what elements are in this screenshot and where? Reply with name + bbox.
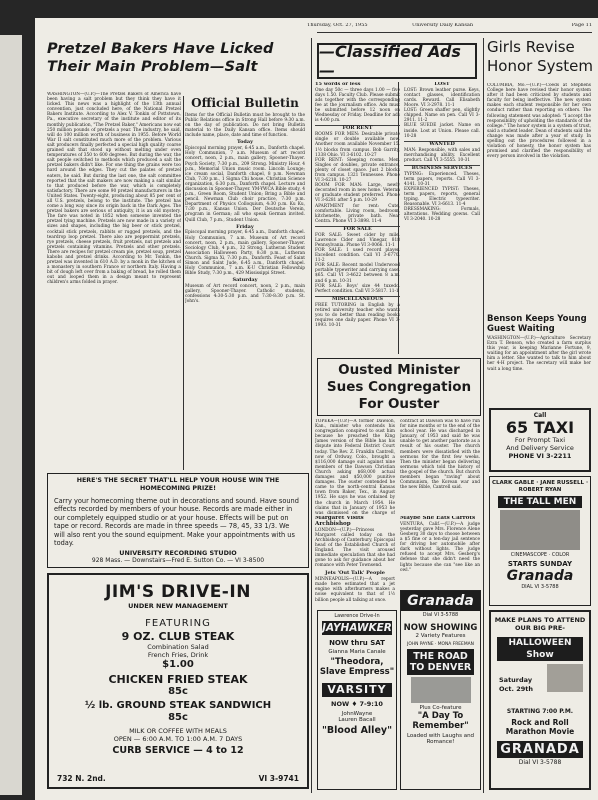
jims-drive-in-ad: [47, 573, 309, 789]
drivein-item-chicken-fried-steak: CHICKEN FRIED STEAK: [108, 673, 248, 686]
classified-rates-heading: 15 words or less: [315, 82, 361, 87]
column-rule-3: [183, 96, 184, 470]
drivein-item-club-steak-detail-1: Combination Salad: [147, 643, 209, 651]
lost-body: LOST: Brown leather purse. Keys, contact glasses, identification cards. Reward. Call Elisabeth Moore. VI 3-2978. 11-1 LOST: Green shaffer pen, slightly chipped. Name on pen. Call VI 3-2911. 11-2 BLUE SUEDE jacket. Name on inside. Lost at Union. Please call. 10-28: [404, 87, 480, 139]
jets-body: MINNEAPOLIS—(U.P.)—A report made here estimated that a jet engine with afterburners makes a noise equivalent to that of 1½ billion people all talking at once.: [315, 577, 395, 603]
varsity-name: VARSITY: [322, 683, 392, 697]
benson-body: WASHINGTON—(U.P.)—Agriculture Secretary Ezra T. Benson, who created a farm surplus this year, is keeping Marianne Fortune, 9, waiting for an appointment after the girl wrote him a letter. She wanted to talk to him about her 4-H project. The secretary will make her wait a long time.: [487, 336, 591, 372]
drivein-subtitle: UNDER NEW MANAGEMENT: [128, 602, 228, 610]
header-date: Thursday, Oct. 27, 1955: [307, 23, 368, 28]
drivein-item-chicken-price: 85c: [168, 686, 188, 697]
halloween-starting: STARTING 7:00 P.M.: [506, 708, 574, 715]
jayhawker-showing: NOW thru SAT: [329, 639, 385, 647]
girls-honor-headline: Girls Revise Honor System: [487, 38, 594, 75]
halloween-rock: Rock and Roll: [511, 718, 569, 727]
girls-honor-headline-block: [487, 38, 595, 82]
header-rule: [317, 32, 592, 33]
column-rule-4: [398, 82, 399, 354]
taxi-line-1: For Prompt Taxi: [514, 436, 566, 444]
granada-mid-plus: Plus Co-feature: [419, 705, 462, 711]
granada-mid-title-2: "A Day To Remember": [412, 711, 469, 731]
taxi-number: 65 TAXI: [505, 418, 575, 437]
granada-mid-name: Granada: [401, 591, 480, 611]
pretzel-headline: Pretzel Bakers Have Licked Their Main Problem—Salt: [47, 41, 274, 75]
classified-rates-body: One day 50c — three days 1.00 — five days 1.50. Faculty Club. Please submit ads together with the corresponding fee at the journalism office. Ads must be submitted before 12 noon on Wednesday or Friday. Deadline for ads is 4:00 p.m.: [315, 87, 400, 124]
bulletin-title: Official Bulletin: [191, 96, 299, 110]
benson-story: [487, 314, 591, 404]
bulletin-saturday-heading: Saturday: [232, 277, 258, 284]
drivein-hours: OPEN — 6:00 A.M. TO 1:00 A.M. 7 DAYS: [113, 735, 243, 743]
for-sale-body: FOR SALE: Sweet cider by mile. Lawrence Cider and Vinegar, 818 Pennsylvania. Phone VI 3-0066. 11-1 FOR SALE: 1 used record player. Excellent condition. Call VI 3-6770. 11-2 FOR SALE: Recent model Underwood portable typewriter and carrying case. $65. Call VI 3-4622 between 8 a.m. and 6 p.m. 10-31 FOR SALE: Boys' size 44 tuxedo. Perfect condition. Call VI 3-5817. 11-1: [315, 232, 400, 294]
recording-ad-address: 928 Mass. — Downstairs—Fred E. Sutton Co. — VI 3-8500: [91, 557, 265, 565]
jayhawker-title: "Theodora, Slave Empress": [319, 657, 395, 677]
road-to-denver-illustration: [411, 677, 471, 703]
varsity-times: NOW ♦ 7-9:10: [331, 700, 383, 708]
carrots-story: [400, 516, 480, 586]
girls-honor-body: COLUMBIA, Mo.—(U.P.)—Coeds at Stephens College here have revised their honor system after it had been criticized by students and faculty for being ineffective. The new system makes each student responsible for her own conduct rather than reporting on others. The following statement was adopted: "I accept the responsibility of upholding the standards of the college." The honor system is a system of trust, said a student leader. Dean of students said the change was made after a year of study. In spelling out the procedures followed in a violation of honesty, the honor system has promised and clarified the responsibility of every person involved in the violation.: [487, 83, 591, 160]
recording-ad-body: Carry your homecoming theme out in decorations and sound. Have sound effects recorded by members of your house. Records are made either in our completely equipped studio or at your house. Effects will be put on tape or record. Records are made in three speeds — 78, 45, 33 1/3. We will also rent you the sound equipment. Make your appointments with us today.: [54, 497, 299, 548]
tall-men-starts: STARTS SUNDAY: [507, 560, 573, 568]
jayhawker-varsity-ad: [317, 610, 397, 790]
tall-men-stars: CLARK GABLE · JANE RUSSELL · ROBERT RYAN: [491, 480, 589, 493]
halloween-date: Oct. 29th: [499, 685, 533, 693]
granada-mid-stars: JOHN PAYNE · MONA FREEMAN: [407, 642, 474, 647]
pretzel-body: WASHINGTON—(U.P.)—The Pretzel Bakers of America have been having a salt problem but they think they have it licked. This news was a highlight of the 13th annual convention, just concluded here, of the National Pretzel Bakers Institute. According to Alex V. Tonkin of Pottstown, Pa., executive secretary of the institute and editor of its monthly publication, "The Pretzel Baker," Americans now eat 250 million pounds of pretzels a year. The industry, he said, will do 100 million worth of business in 1955. Before World War II salt constituted much more of the problem. Various salt producers finally perfected a special high quality coarse grained salt that stood up without melting under oven temperatures of 350 to 600 degrees. But during the war, the salt people switched to methods which produced a salt the pretzel bakers didn't like. For one thing the grains were too hard around the edges. They cut the palates of pretzel eaters, he said. But during the last one, the salt committee reported that the salt makers are now making a salt similar to that produced before the war, which is completely satisfactory. There are some 90 pretzel manufacturers in the United States. Twenty-eight, producing about 85 per cent of all U.S. pretzels, belong to the institute. The pretzel has come a long way since its origin back in the Dark Ages. The pretzel bakers are serious of antiquity, it is an old mystery. The fare was noted in 1852 when someone invented the pretzel tying machine. Pretzels are now made in a variety of sizes and shapes, including the big beer or stick pretzel, cocktail stick pretzels, rabbits or rugged pretzels, and the teardrop loop pretzel. There also are peppermint pretzels, rye pretzels, cheese pretzels, fruit pretzels, nut pretzels and pretzels containing vitamins. Pretzels and other pretzels. There are recipes for pretzel cream pie, pretzel soup, pretzel kabobs and pretzel drinks. According to Mr. Tonkin, the pretzel was invented in 610 A.D. by a monk in the kitchen of a monastery in southern France or northern Italy. Having a bit of dough left over from a baking of bread, he rolled them out and looped them in a design meant to represent children's arms folded in prayer.: [47, 92, 181, 286]
granada-mid-title: THE ROAD TO DENVER: [407, 649, 474, 675]
official-bulletin: [185, 96, 305, 471]
halloween-show-ad: [489, 610, 591, 790]
tall-men-illustration: [500, 510, 580, 550]
miscellaneous-heading: MISCELLANEOUS: [315, 296, 400, 303]
business-services-heading: BUSINESS SERVICES: [404, 165, 480, 172]
halloween-marathon: Marathon Movie: [505, 727, 575, 736]
varsity-star-2: Lauren Bacall: [338, 717, 376, 723]
bulletin-friday-heading: Friday: [236, 223, 254, 230]
newspaper-page: [35, 18, 598, 800]
carrots-body: VENTURA, Calif.—(U.P.)—A judge yesterday gave Mrs. Florence Alene Gesberg 30 days to choose between a $5 fine or a ten-day jail sentence for driving her automobile after dark without lights. The judge refused to accept Mrs. Gesberg's defense that she didn't need the lights because she can "see like an owl.": [400, 521, 480, 573]
granada-mid-two-features: 2 Variety Features: [415, 633, 466, 639]
drivein-title: JIM'S DRIVE-IN: [105, 582, 251, 602]
page-header: [307, 23, 592, 31]
drivein-curb-service: CURB SERVICE — 4 to 12: [112, 745, 244, 756]
drivein-featuring: FEATURING: [145, 618, 211, 629]
bulletin-intro: Items for the Official Bulletin must be brought to the Public Relations office in Strong Hall before 9:30 a.m. on the day of publication. Do not bring Bulletin material to the Daily Kansan office. Items should include name, place, date and time of function.: [185, 113, 305, 139]
halloween-theater: GRANADA: [497, 741, 583, 758]
recording-ad-headline: HERE'S THE SECRET THAT'LL HELP YOUR HOUSE WIN THE HOMECOMING PRIZE!: [76, 477, 280, 492]
column-rule-1: [311, 38, 312, 793]
drivein-item-club-steak-detail-2: French Fries, Drink: [147, 651, 209, 659]
for-rent-body: ROOMS FOR MEN: Desirable private single or double available now. Another room available November 15. 1½ blocks from campus. Bob Garrity, 1338 Ohio. VI 3-6102. 10-27 FOR RENT: Sleeping rooms. Men. Singles or doubles, private entrance, plenty of closet space. Just 2 blocks from campus. 1321 Tennessee. Phone VI 3-6218. 10-27 ROOM FOR MAN: Large, newly decorated room in new home. Veteran or graduate student preferred. Phone VI 3-6281 after 5 p.m. 10-29 APARTMENT for rent: Cute, comfortable. Living room, bedroom, kitchenette, private bath. Near Centra. Phone VI 3-3898. 11-4: [315, 132, 400, 224]
varsity-star-1: JohnWayne: [341, 711, 373, 717]
halloween-illustration: [547, 664, 583, 692]
wanted-heading: WANTED: [404, 141, 480, 148]
header-page: Page 11: [571, 23, 592, 28]
drivein-item-club-steak-price: $1.00: [162, 659, 194, 670]
halloween-line-1: MAKE PLANS TO ATTEND: [494, 616, 586, 624]
drivein-item-ground-steak: ½ lb. GROUND STEAK SANDWICH: [84, 700, 272, 711]
for-rent-heading: FOR RENT: [315, 125, 400, 132]
granada-mid-dial: Dial VI 3-5788: [422, 612, 459, 618]
business-services-body: TYPING: Experienced. Theses, term papers, reports. Call VI 3-4141. 10-31 EXPERIENCED TYPIST: Theses, term papers, reports, general typing. Electric typewriter. Reasonable. VI 3-6613. 11-4 DRESSMAKING: Formals, alterations. Wedding gowns. Call VI 3-2040. 10-28: [404, 171, 480, 223]
bulletin-saturday-body: Museum of Art record concert, noon, 2 p.m., main gallery, Spooner-Thayer. Catholic students, confessions 4:30-5:30 p.m. and 7:30-8:30 p.m. St. John's.: [185, 284, 305, 305]
taxi-line-2: And Delivery Service: [506, 444, 574, 452]
header-paper: University Daily Kansan: [412, 23, 474, 28]
jayhawker-top: Lawrence Drive-In: [334, 613, 380, 619]
miscellaneous-body: FREE TUTORING in English by a retired university teacher who wants you to do better than reading books requires one daily paper. Phone VI 3-1993. 10-31: [315, 302, 400, 329]
margaret-headline: Margaret Visits Archbishop: [315, 516, 364, 527]
halloween-line-2: OUR BIG PRE-: [515, 624, 565, 632]
classified-column-right: [404, 82, 480, 358]
wanted-body: MAN: Responsible, with sales and merchandising ability. Excellent product. Call VI 3-5555. 10-31: [404, 147, 480, 163]
tall-men-tagline: CINEMASCOPE · COLOR: [510, 552, 570, 558]
ousted-body-continued: contract at Dawson was to have run for nine months or to the end of the school year. He was discharged in January, of 1953 and said he was unable to get another pastorate as a result of his ouster. The church members were dissatisfied with the sermons for the first few weeks. Then the minister began delivering sermons which told the history of the gospel of the church. But church members began "raving" about Communism, the Korean war and the new Bible, Cantrell said.: [400, 419, 480, 491]
previous-page-edge: [0, 35, 22, 795]
margaret-story: [315, 516, 395, 606]
recording-studio-ad: [47, 473, 309, 568]
granada-mid-now-showing: NOW SHOWING: [403, 623, 478, 633]
bulletin-friday-body: Episcopal morning prayer, 6:45 a.m., Danforth chapel. Holy Communion, 7 a.m. Museum of Art record concert, noon, 2 p.m., main gallery, Spooner-Thayer. Sociology Club, 4 p.m., 32 Strong. Lutheran Student Association Halloween Party, 8:30 p.m., Lutheran Church. Sigma Xi, 7:30 p.m., Danforth. Feast of Saint Simon and Saint Jude, 6:45 a.m., Danforth chapel. Holy Communion, 7 a.m. K-U Christian Fellowship Bible Study, 7:30 p.m., 429 Mississippi Street.: [185, 230, 305, 277]
halloween-show: HALLOWEEN Show: [497, 637, 583, 661]
carrots-headline: Maybe She Eats Carrots: [400, 516, 476, 521]
halloween-dial: Dial VI 3-5788: [518, 759, 562, 766]
jayhawker-name: JAYHAWKER: [322, 622, 392, 634]
classified-title: —Classified Ads—: [319, 43, 461, 79]
column-rule-2: [483, 38, 484, 793]
margaret-body: LONDON—(U.P.)—Princess Margaret called today on the Archbishop of Canterbury, Episcopal head of the Established Church of England. The visit aroused immediate speculation that she had gone to ask for guidance about her romance with Peter Townsend.: [315, 527, 395, 569]
drivein-item-ground-steak-price: 85c: [168, 712, 188, 723]
tall-men-theater: Granada: [506, 568, 574, 584]
recording-ad-studio: UNIVERSITY RECORDING STUDIO: [119, 549, 237, 558]
bulletin-today-heading: Today: [236, 139, 254, 146]
granada-tall-men-ad: [489, 476, 591, 606]
tall-men-dial: DIAL VI 3-5788: [521, 584, 559, 590]
varsity-title: "Blood Alley": [321, 725, 393, 736]
ousted-body: TOPEKA—(U.P.)—A former Dawson, Kan., minister who contends his congregation conspired to oust him because he preached the King James version of the Bible has his dispute into Federal District Court today. The Rev. Z. Franklin Cantrell, now of Ordway, Colo., brought a $116,000 damage suit against nine members of the Dawson Christian Church asking $68,000 actual damages and $50,000 punitive damages. The ouster contended he came to the north-central Kansas town from Baker, Tex., in August 1952. He says he was ordained by the church in March 1954. He claims that in January of 1953 he was dismissed on the charge of: [315, 419, 395, 515]
taxi-ad: [489, 408, 591, 472]
pretzel-headline-block: [47, 40, 307, 92]
drivein-item-club-steak: 9 OZ. CLUB STEAK: [121, 630, 235, 643]
ousted-headline: Ousted Minister Sues Congregation For Ouster: [326, 362, 472, 412]
jets-headline: Jets 'Out Talk' People: [325, 570, 385, 577]
ousted-headline-box: [317, 358, 481, 416]
drivein-address: 732 N. 2nd.: [57, 774, 106, 783]
for-sale-heading: FOR SALE: [315, 226, 400, 233]
classified-column-left: [315, 82, 400, 358]
taxi-phone: PHONE VI 3-2211: [508, 452, 572, 460]
benson-headline: Benson Keeps Young Guest Waiting: [487, 314, 587, 334]
classified-ads-banner: [317, 43, 477, 79]
granada-mid-tag: Loaded with Laughs and Romance!: [406, 733, 475, 745]
lost-heading: LOST: [434, 82, 450, 87]
tall-men-title: THE TALL MEN: [498, 496, 582, 508]
drivein-milk: MILK OR COFFEE WITH MEALS: [129, 727, 227, 735]
halloween-day: Saturday: [499, 676, 533, 684]
granada-road-to-denver-ad: [400, 590, 481, 790]
jayhawker-stars: Gianna Maria Canale: [328, 649, 386, 655]
drivein-phone: VI 3-9741: [258, 774, 299, 783]
taxi-call: Call: [533, 412, 547, 419]
bulletin-today-body: Episcopal morning prayer, 6:45 a.m., Danforth chapel. Holy Communion, 7 a.m. Museum of art record concert, noon, 2 p.m., main gallery, Spooner-Thayer. Psych Society, 7:30 p.m., 209 Strong. Ministry Hour, 4 p.m., Memorial Union music room. Lincoln Lounge; ice cream social, Danforth chapel, 8 p.m. Newman Club, 7:30 p.m., 1 Sigma Chi house. Christian Science organization, 6:30 p.m., Danforth chapel. Lecture and discussion in Spooner-Thayer. YM-YWCA Bible study, 4 p.m., Green Room, Student Union; Bring a Bible and pencil. Newman Club choir practice, 7:30 p.m. Department of Physics Colloquium, 4:30 p.m. Ku Ku, 7:30 p.m., Kansas Union. Der Deutsche Verein, program in German; all who speak German invited. Quill Club, 7 p.m., Student Union.: [185, 146, 305, 223]
